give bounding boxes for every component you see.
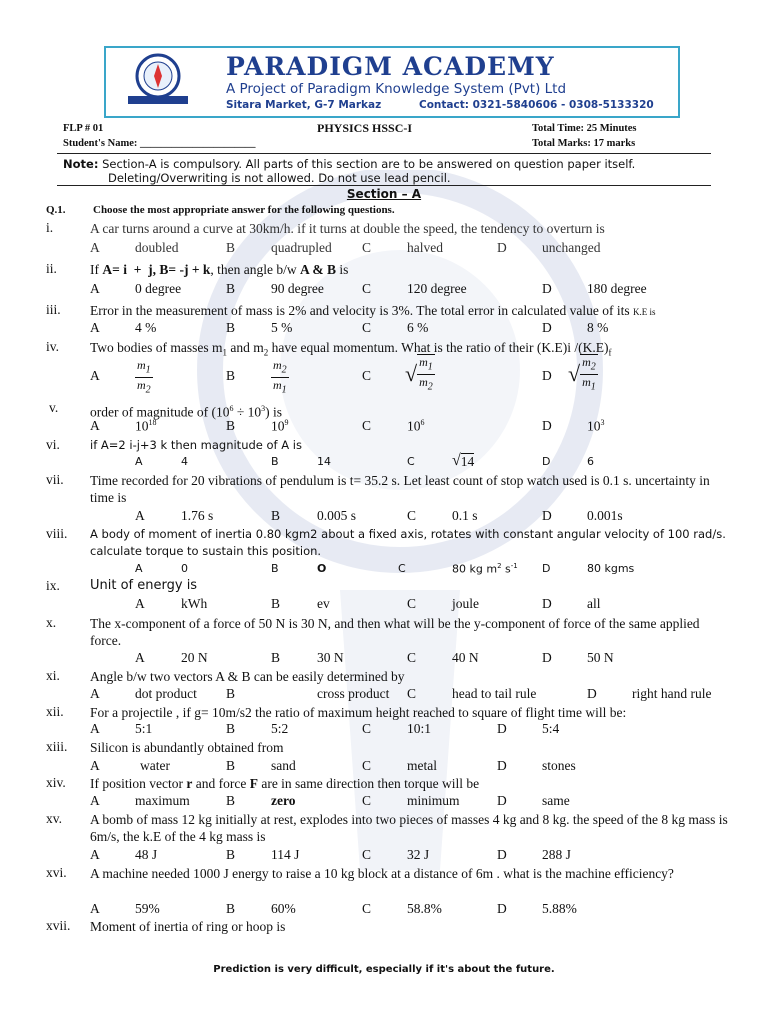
- option-d: √ $\frac{m_2}{m_1}$: [568, 355, 596, 393]
- question-number: xiv.: [46, 775, 66, 790]
- question-text: If A= i + j, B= -j + k, then angle b/w A & B is: [90, 262, 349, 277]
- option-a: doubled: [135, 240, 179, 255]
- option-c: halved: [407, 240, 443, 255]
- option-c: minimum: [407, 793, 460, 808]
- option-d: 80 kgms: [587, 562, 635, 575]
- option-d: 8 %: [587, 320, 609, 335]
- question-text: Error in the measurement of mass is 2% and velocity is 3%. The total error in calculated value of its K.E is: [90, 303, 656, 318]
- option-d: 288 J: [542, 847, 571, 862]
- option-b: 60%: [271, 901, 296, 916]
- question-number: i.: [46, 220, 54, 235]
- option-b: 90 degree: [271, 281, 324, 296]
- question-number: vii.: [46, 472, 64, 487]
- option-a: 48 J: [135, 847, 158, 862]
- question-text: if A=2 i-j+3 k then magnitude of A is: [90, 438, 302, 452]
- section-title: Section – A: [346, 187, 422, 201]
- option-b: sand: [271, 758, 296, 773]
- option-c: 6 %: [407, 320, 429, 335]
- question-text: For a projectile , if g= 10m/s2 the ratio of maximum height reached to square of flight time will be:: [90, 705, 627, 720]
- question-1-heading: Q.1. Choose the most appropriate answer for the following questions.: [46, 204, 395, 216]
- note-label: Note:: [63, 157, 99, 171]
- question-text: Silicon is abundantly obtained from: [90, 740, 284, 755]
- question-text: Two bodies of masses $m_1$ and $m_2$ have equal momentum. What is the ratio of their (K.E)i $/(K.E)_f$: [90, 340, 612, 358]
- option-d: 5.88%: [542, 901, 577, 916]
- option-a: 4: [181, 455, 188, 468]
- academy-subtitle: A Project of Paradigm Knowledge System (Pvt) Ltd: [226, 81, 567, 97]
- option-d: 5:4: [542, 721, 560, 736]
- option-b: O: [317, 562, 327, 575]
- note: [63, 157, 635, 185]
- question-text: A bomb of mass 12 kg initially at rest, explodes into two pieces of masses 4 kg and 8 kg. the speed of the 8 kg mass is 6m/s, the k.E of the 4 kg mass is: [90, 812, 728, 844]
- option-b: 5:2: [271, 721, 289, 736]
- option-c: √ 14: [452, 452, 475, 469]
- option-c: 80 kg $m^2$ $s^{-1}$: [452, 562, 518, 576]
- option-a: 5:1: [135, 721, 153, 736]
- option-b: zero: [271, 793, 296, 808]
- option-b: ev: [317, 596, 330, 611]
- question-number: xiii.: [46, 739, 68, 754]
- note-line-1: Section-A is compulsory. All parts of this section are to be answered on question paper itself.: [102, 157, 636, 171]
- option-a: 59%: [135, 901, 160, 916]
- option-d: $10^3$: [587, 418, 605, 434]
- option-b: 5 %: [271, 320, 293, 335]
- option-c: head to tail rule: [452, 686, 537, 701]
- academy-name: PARADIGM ACADEMY: [226, 52, 555, 81]
- option-a: 0: [181, 562, 188, 575]
- option-c: √ $\frac{m_1}{m_2}$: [405, 355, 433, 393]
- question-text: A body of moment of inertia 0.80 kgm2 about a fixed axis, rotates with constant angular velocity of 100 rad/s. calculate torque to sustain this position.: [90, 527, 726, 558]
- option-a: kWh: [181, 596, 208, 611]
- option-d: 6: [587, 455, 594, 468]
- option-d: 0.001s: [587, 508, 623, 523]
- question-text: Moment of inertia of ring or hoop is: [90, 919, 286, 934]
- question-number: xi.: [46, 668, 60, 683]
- question-number: iv.: [46, 339, 59, 354]
- subject: PHYSICS HSSC-I: [317, 121, 413, 135]
- question-text: order of magnitude of $(10^6 \div 10^3)$ is: [90, 404, 283, 420]
- option-c: $10^6$: [407, 418, 425, 434]
- option-b: 14: [317, 455, 331, 468]
- total-marks: Total Marks: 17 marks: [532, 138, 636, 149]
- question-number: x.: [46, 615, 57, 630]
- question-number: vi.: [46, 437, 60, 452]
- option-a: 0 degree: [135, 281, 182, 296]
- question-text: Angle b/w two vectors A & B can be easily determined by: [90, 669, 405, 684]
- question-text: A machine needed 1000 J energy to raise a 10 kg block at a distance of 6m . what is the machine efficiency?: [90, 866, 674, 881]
- option-c: 120 degree: [407, 281, 467, 296]
- option-a: water: [140, 758, 170, 773]
- option-a: 4 %: [135, 320, 157, 335]
- total-time: Total Time: 25 Minutes: [532, 123, 637, 134]
- option-a: $\frac{m_1}{m_2}$: [137, 358, 151, 396]
- question-text: The x-component of a force of 50 N is 30 N, and then what will be the y-component of force of the same applied force.: [90, 616, 700, 648]
- option-c: 40 N: [452, 650, 479, 665]
- option-b: 30 N: [317, 650, 344, 665]
- question-number: ix.: [46, 578, 60, 593]
- question-number: xii.: [46, 704, 64, 719]
- question-text: If position vector r and force F are in same direction then torque will be: [90, 776, 480, 791]
- academy-contact: Contact: 0321-5840606 - 0308-5133320: [419, 99, 654, 111]
- option-b: 114 J: [271, 847, 300, 862]
- footer-quote: Prediction is very difficult, especially if it's about the future.: [213, 964, 555, 975]
- option-b: 0.005 s: [317, 508, 357, 523]
- question-number: viii.: [46, 526, 68, 541]
- flp-number: FLP # 01: [63, 123, 104, 134]
- option-d: right hand rule: [632, 686, 712, 701]
- question-text: Unit of energy is: [90, 578, 198, 593]
- option-d: 50 N: [587, 650, 614, 665]
- option-c: 10:1: [407, 721, 432, 736]
- option-d: all: [587, 596, 601, 611]
- academy-address: Sitara Market, G-7 Markaz: [226, 99, 382, 111]
- divider: [57, 153, 711, 154]
- academy-header: [104, 46, 680, 118]
- student-name-field: Student's Name: ______________________: [63, 138, 256, 149]
- option-b: $10^9$: [271, 418, 289, 434]
- option-a: 20 N: [181, 650, 208, 665]
- note-line-2: Deleting/Overwriting is not allowed. Do not use lead pencil.: [108, 171, 451, 185]
- question-text: Time recorded for 20 vibrations of pendulum is t= 35.2 s. Let least count of stop watch used is 0.1 s. uncertainty in time is: [90, 473, 710, 505]
- question-number: xvi.: [46, 865, 67, 880]
- option-a: dot product: [135, 686, 197, 701]
- option-d: same: [542, 793, 570, 808]
- question-text: A car turns around a curve at 30km/h. if it turns at double the speed, the tendency to overturn is: [90, 221, 605, 236]
- question-number: v.: [49, 400, 59, 415]
- option-a: $10^{18}$: [135, 418, 157, 434]
- option-d: stones: [542, 758, 576, 773]
- question-number: xvii.: [46, 918, 71, 933]
- option-b: $\frac{m_2}{m_1}$: [273, 358, 287, 396]
- option-d: unchanged: [542, 240, 601, 255]
- option-b: quadrupled: [271, 240, 332, 255]
- option-c: metal: [407, 758, 437, 773]
- question-number: iii.: [46, 302, 61, 317]
- option-c: 32 J: [407, 847, 430, 862]
- option-c: joule: [452, 596, 479, 611]
- option-a: maximum: [135, 793, 190, 808]
- option-b: cross product: [317, 686, 390, 701]
- option-c: 58.8%: [407, 901, 442, 916]
- question-number: xv.: [46, 811, 62, 826]
- option-d: 180 degree: [587, 281, 647, 296]
- question-number: ii.: [46, 261, 57, 276]
- option-a: 1.76 s: [181, 508, 214, 523]
- divider: [57, 185, 711, 186]
- academy-logo: [120, 52, 196, 114]
- option-c: 0.1 s: [452, 508, 478, 523]
